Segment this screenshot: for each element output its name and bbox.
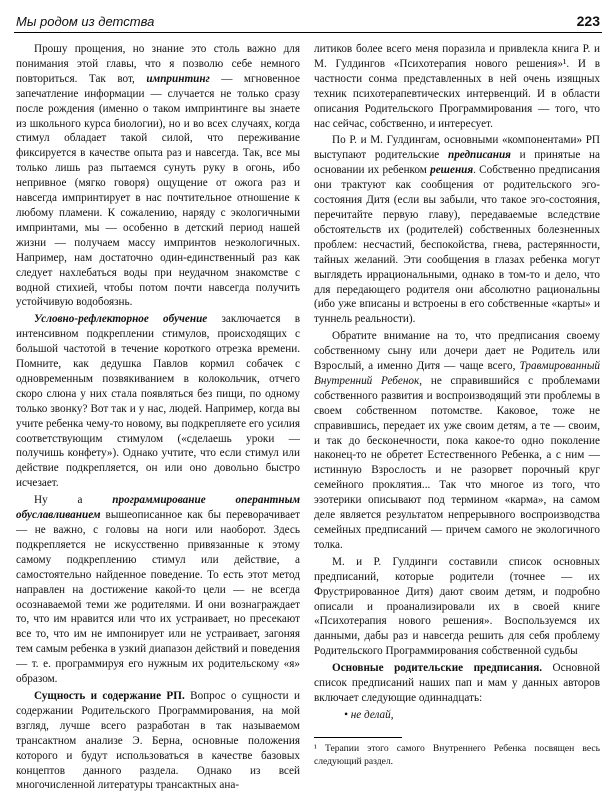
- footnote: ¹ Терапии этого самого Внутреннего Ребенка посвящен весь следующий раздел.: [314, 743, 600, 767]
- term-operant-programming: программирование оперантным обуславливанием: [16, 494, 300, 522]
- right-column: [314, 42, 600, 723]
- paragraph-conditioning: Условно-рефлекторное обучение заключается в интенсивном подкреплении стимулов, происходящих с большой частотой в течение короткого отрезка времени. Помните, как дедушка Павлов кормил собачек с одновременным позвякиванием в колокольчик, отчего скоро слюна у них стала появляться без пищи, по одному только звонку? Вот так и у нас, людей. Например, когда вы учите ребенка чему-то новому, вы подкрепляете его усилия соответствующим стимулом («сделаешь уроки — получишь конфету»). Однако учтите, что если стимул или действие подкрепляется, он или оно довольно быстро исчезает.: [16, 313, 300, 490]
- page-header: [14, 10, 602, 33]
- paragraph-gouldings-list: М. и Р. Гулдинги составили список основных предписаний, которые родители (точнее — их Фрустрированное Дитя) дают своим детям, и подробно описали и проанализировали их в своей книге «Психотерапия нового решения». Воспользуемся их данными, дабы раз и навсегда решить для себя проблему Родительского Программирования собственной судьбы: [314, 555, 600, 658]
- paragraph-injunctions: По Р. и М. Гулдингам, основными «компонентами» РП выступают родительские предписания и принятые на основании их ребенком решения. Собственно предписания они трактуют как сообщения от родительского эго-состояния Дитя (если вы забыли, что такое эго-состояния, перечитайте первую главу), передаваемые вследствие обстоятельств их (родителей) собственных болезненных проблем: несчастий, беспокойства, гнева, растерянности, тайных желаний. Эти сообщения в глазах ребенка могут выглядеть иррациональными, однако в том-то и дело, что для передающего родителя они абсолютно рациональны (ибо уже вписаны и встроены в его собственные «карты» и туннель реальности).: [314, 134, 601, 326]
- page-number: 223: [576, 13, 600, 29]
- term-traumatized-child: Травмированный Внутренний Ребенок: [314, 360, 600, 387]
- term-decisions: решения: [430, 164, 474, 177]
- term-conditioning: Условно-рефлекторное обучение: [34, 313, 208, 326]
- term-injunctions: предписания: [447, 149, 511, 162]
- footnote-rule: [314, 737, 402, 738]
- paragraph-main-injunctions: Основные родительские предписания. Основной список предписаний наших пап и мам у данных авторов включает следующие одиннадцать:: [314, 662, 600, 704]
- running-title: Мы родом из детства: [16, 14, 155, 29]
- left-column: [16, 42, 300, 793]
- paragraph-inner-child: Обратите внимание на то, что предписания своему собственному сыну или дочери дает не Родитель или Взрослый, а именно Дитя — чаще всего, Травмированный Внутренний Ребенок, не справившийся с проблемами собственного развития и воспроизводящий эти проблемы в своем собственном потомстве. Каковое, тоже не справившись, передает их уже своим детям, а те — своим, и так до бесконечности, пока какое-то одно поколение наконец-то не обретет Естественного Ребенка, а с ним — истинную Взрослость и не разорвет порочный круг семейного проклятия... Так что многое из того, что эзотерики описывают под термином «карма», на самом деле является результатом непрерывного воспроизводства семейных предписаний — причем самого не экологичного толка.: [314, 330, 600, 551]
- paragraph-rp-essence: Сущность и содержание РП. Вопрос о сущности и содержании Родительского Программирования, на мой взгляд, лучше всего разработан в так называемом трансактном анализе Э. Берна, основные положения которого и будут использоваться в качестве базовых концептов данного раздела. Однако из всей многочисленной литературы трансактных ана-: [16, 689, 300, 792]
- paragraph-operant: Ну а программирование оперантным обуславливанием вышеописанное как бы переворачивает — не важно, с головы на ноги или наоборот. Здесь подкрепляется не искусственно привязанные к этому самому подкреплению стимул или действие, а самостоятельно найденное поведение. То есть этот метод направлен на достижение какой-то цели — не всегда осознаваемой теми же родителями. И они вознаграждает то, что им нравится или что их устраивает, но пресекают все то, что им не импонирует или не устраивает, загоняя тем самым ребенка в узкий диапазон действий и поведения — т. е. программируя его нужным их родительскому «я» образом.: [16, 494, 300, 686]
- paragraph-continued: литиков более всего меня поразила и привлекла книга Р. и М. Гулдингов «Психотерапия нового решения»¹. И в частности сонма представленных в ней очень изящных техник психотерапевтических интервенций. И в области описания Родительского Программирования — того, что нас сейчас, собственно, и интересует.: [314, 43, 600, 130]
- list-item: • не делай,: [344, 708, 394, 721]
- term-imprinting: импринтинг: [146, 72, 210, 85]
- run-in-heading-rp: Сущность и содержание РП.: [34, 689, 185, 702]
- run-in-heading-injunctions: Основные родительские предписания.: [332, 662, 543, 675]
- paragraph-imprinting: Прошу прощения, но знание это столь важно для понимания этой главы, что я позволю себе немного повториться. Так вот, импринтинг — мгновенное запечатление информации — случается не только сразу после рождения (именно о таком импринтинге вы знаете из школьного курса биологии), но и во всех случаях, когда стимул обладает такой силой, что переживание фиксируется в качестве опыта раз и навсегда. Так, все мы только лишь раз пытаемся сунуть руку в огонь, ибо непривное (мягко говоря) ощущение от ожога раз и навсегда импринтирует в нас почтительное отношение к любому пламени. К сожалению, наряду с экологичными импринтами, мы — особенно в детский период нашей жизни — получаем массу импринтов неэкологичных. Например, нам достаточно один-единственный раз как следует нахлебаться воды при неудачном знакомстве с водной стихией, чтобы потом почти навсегда получить устойчивую водобоязнь.: [16, 43, 300, 309]
